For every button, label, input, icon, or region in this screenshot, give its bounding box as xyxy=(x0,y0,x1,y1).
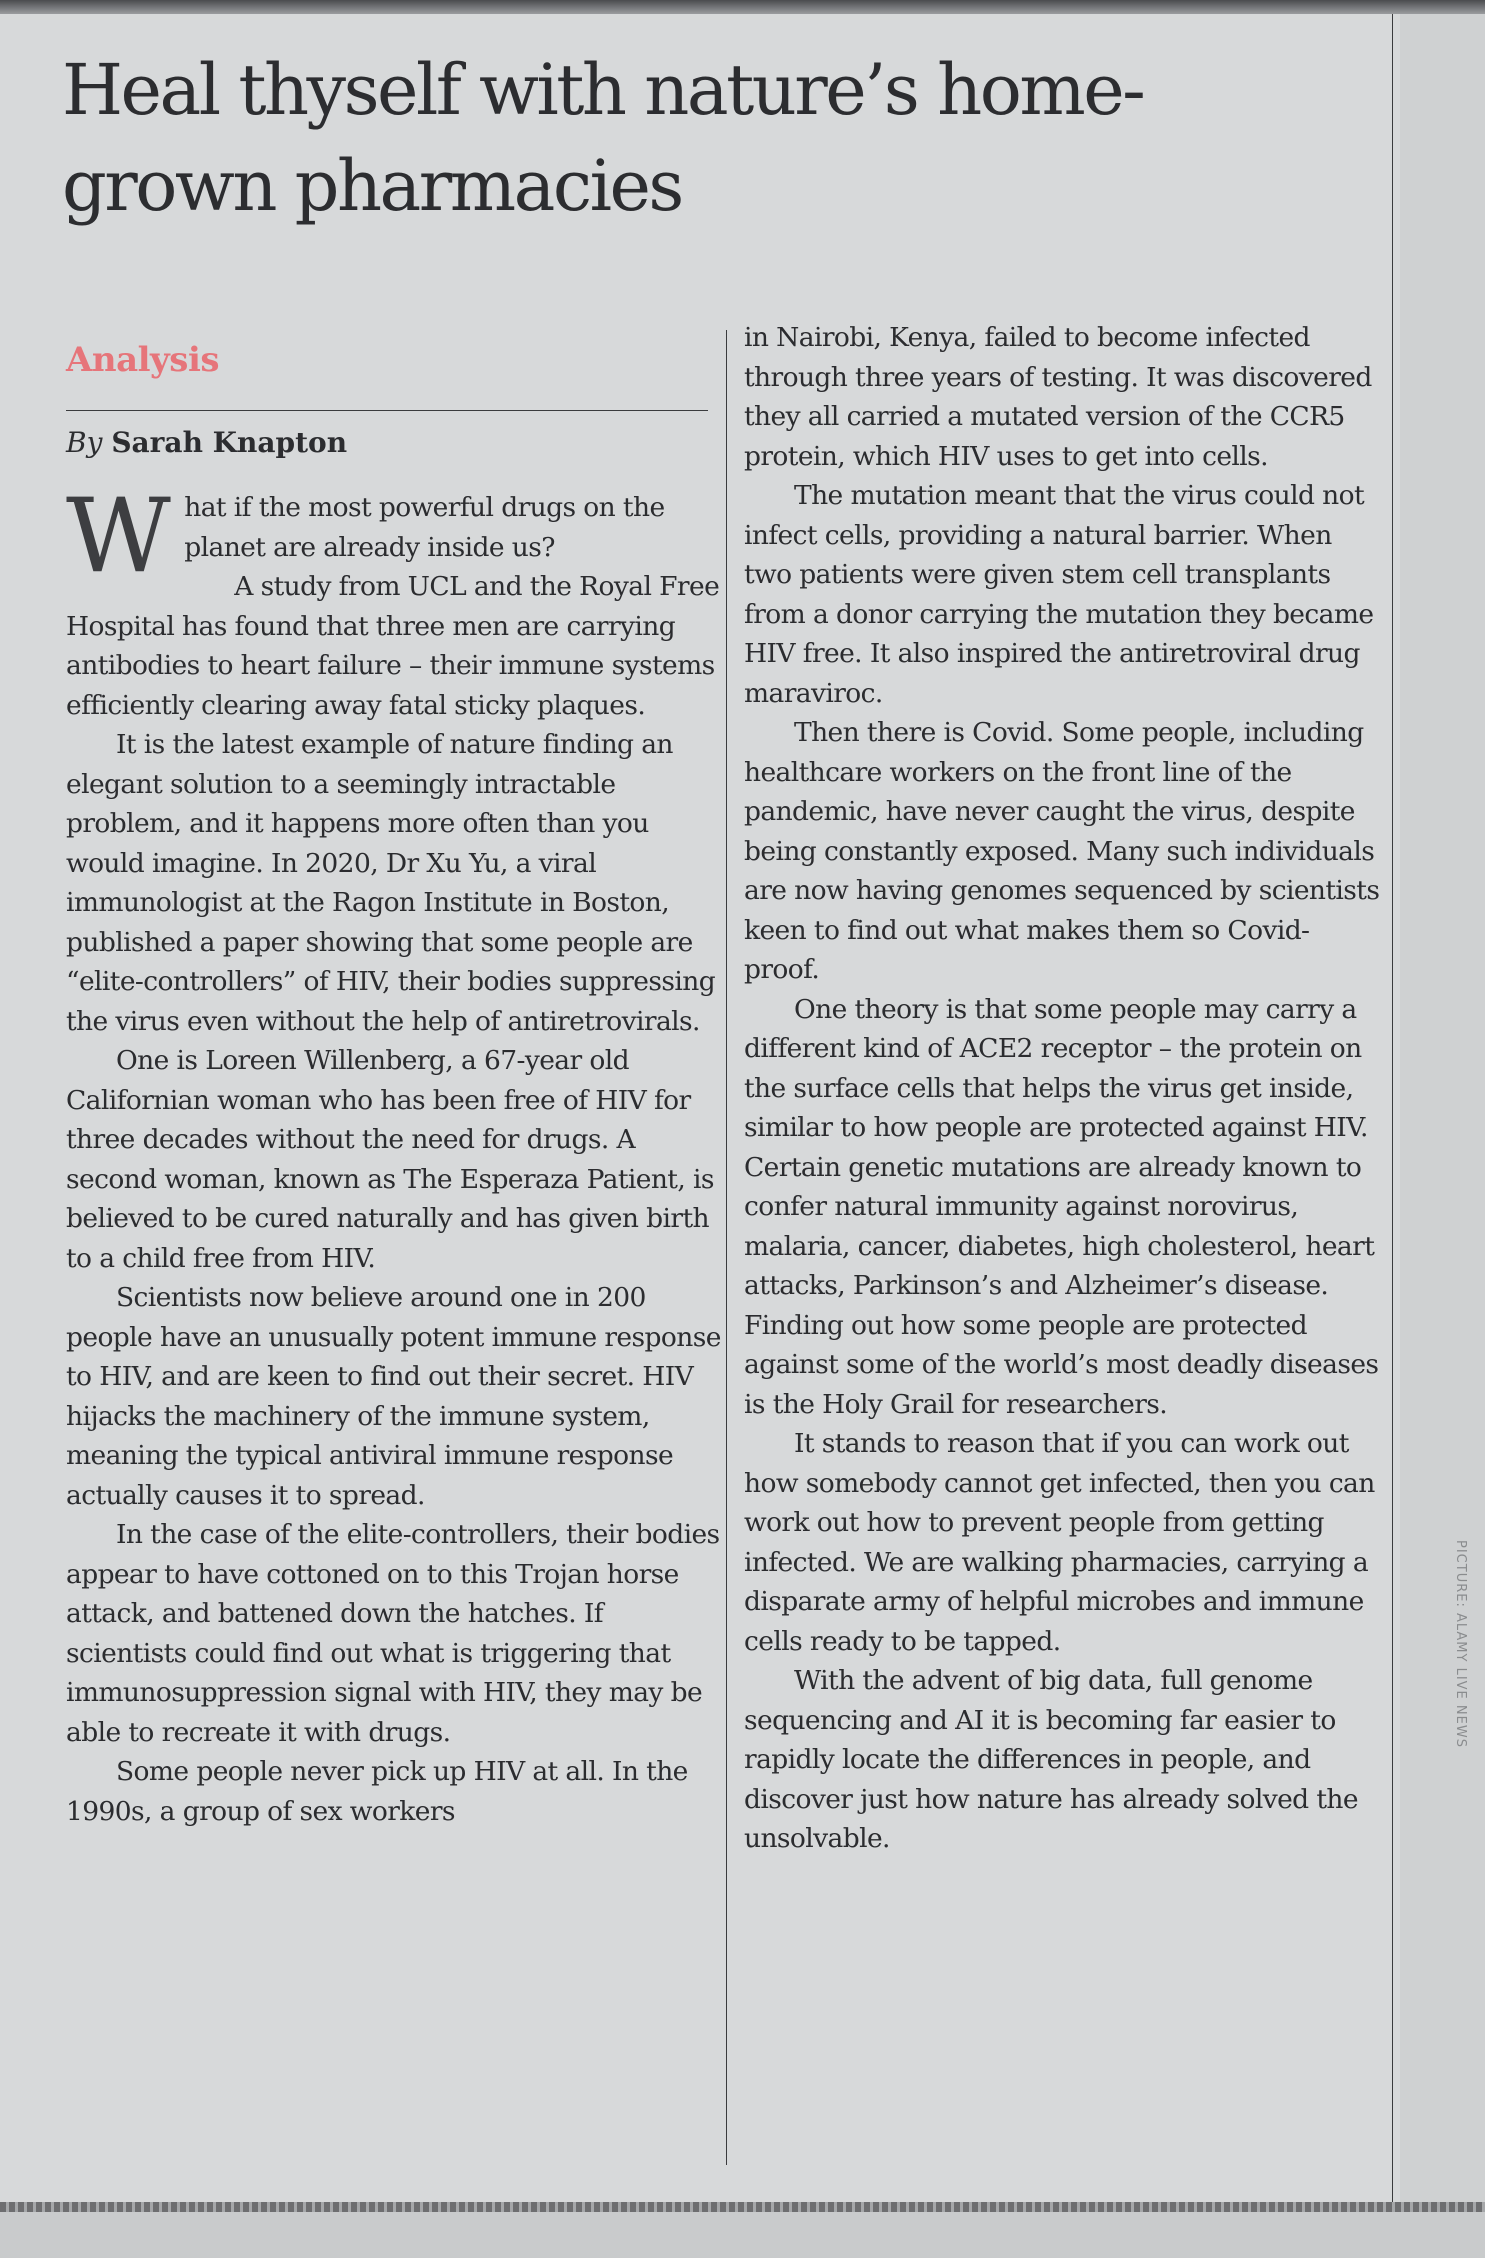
drop-cap: W xyxy=(66,477,171,596)
paragraph-continued: in Nairobi, Kenya, failed to become infected through three years of testing. It was discovered they all carried a mutated version of the CCR5 protein, which HIV uses to get into cells. xyxy=(744,322,1372,472)
page-bottom-rule xyxy=(0,2202,1485,2212)
column-left xyxy=(66,477,722,1831)
center-column-rule xyxy=(726,330,727,2165)
paragraph: A study from UCL and the Royal Free Hospital has found that three men are carrying antibodies to heart failure – their immune systems efficiently clearing away fatal sticky plaques. xyxy=(66,571,720,721)
headline: Heal thyself with nature’s home-grown pharmacies xyxy=(62,49,1144,227)
right-column-rule xyxy=(1392,14,1393,2204)
paragraph: It is the latest example of nature finding an elegant solution to a seemingly intractable problem, and it happens more often than you would imagine. In 2020, Dr Xu Yu, a viral immunologist at the Ragon Institute in Boston, published a paper showing that some people are “elite-controllers” of HIV, their bodies suppressing the virus even without the help of antiretrovirals. xyxy=(66,729,716,1037)
paragraph-lead xyxy=(66,477,722,596)
byline-prefix: By xyxy=(66,426,103,459)
photo-credit: PICTURE: ALAMY LIVE NEWS xyxy=(1453,1540,1468,1748)
paragraph: The mutation meant that the virus could not infect cells, providing a natural barrier. When two patients were given stem cell transplants from a donor carrying the mutation they became HIV free. It also inspired the antiretroviral drug maraviroc. xyxy=(744,480,1374,709)
page-bottom-edge xyxy=(0,2212,1485,2258)
paragraph: In the case of the elite-controllers, their bodies appear to have cottoned on to this Trojan horse attack, and battened down the hatches. If scientists could find out what is triggering that immunosuppression signal with HIV, they may be able to recreate it with drugs. xyxy=(66,1519,720,1748)
paragraph: Some people never pick up HIV at all. In the 1990s, a group of sex workers xyxy=(66,1756,688,1827)
section-kicker: Analysis xyxy=(66,340,220,380)
adjacent-column-strip xyxy=(1400,14,1485,2202)
kicker-rule xyxy=(66,410,708,411)
column-right xyxy=(744,318,1384,1859)
paragraph: With the advent of big data, full genome sequencing and AI it is becoming far easier to rapidly locate the differences in people, and discover just how nature has already solved the unsolvable. xyxy=(744,1665,1358,1854)
page-top-edge xyxy=(0,0,1485,14)
byline-author: Sarah Knapton xyxy=(111,426,348,459)
paragraph: Then there is Covid. Some people, including healthcare workers on the front line of the pandemic, have never caught the virus, despite being constantly exposed. Many such individuals are now having genomes sequenced by scientists keen to find out what makes them so Covid-proof. xyxy=(744,717,1380,985)
byline xyxy=(66,426,347,459)
lead-text: hat if the most powerful drugs on the planet are already inside us? xyxy=(184,492,665,563)
paragraph: One theory is that some people may carry a different kind of ACE2 receptor – the protein on the surface cells that helps the virus get inside, similar to how people are protected against HIV. Certain genetic mutations are already known to confer natural immunity against norovirus, malaria, cancer, diabetes, high cholesterol, heart attacks, Parkinson’s and Alzheimer’s disease. Finding out how some people are protected against some of the world’s most deadly diseases is the Holy Grail for researchers. xyxy=(744,993,1379,1420)
paragraph: It stands to reason that if you can work out how somebody cannot get infected, then you can work out how to prevent people from getting infected. We are walking pharmacies, carrying a disparate army of helpful microbes and immune cells ready to be tapped. xyxy=(744,1428,1375,1657)
paragraph: One is Loreen Willenberg, a 67-year old Californian woman who has been free of HIV for three decades without the need for drugs. A second woman, known as The Esperaza Patient, is believed to be cured naturally and has given birth to a child free from HIV. xyxy=(66,1045,714,1274)
paragraph: Scientists now believe around one in 200 people have an unusually potent immune response to HIV, and are keen to find out their secret. HIV hijacks the machinery of the immune system, meaning the typical antiviral immune response actually causes it to spread. xyxy=(66,1282,721,1511)
